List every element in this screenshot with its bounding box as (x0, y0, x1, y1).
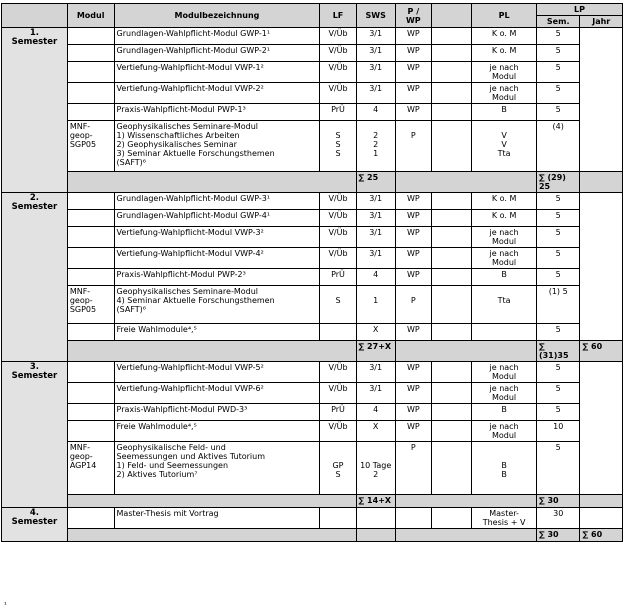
lf-cell: S S S (320, 121, 356, 172)
pl-cell: je nach Modul (472, 383, 537, 404)
modul-name-cell: Vertiefung-Wahlpflicht-Modul VWP-2² (114, 83, 320, 104)
lp-sem-cell: 5 (536, 383, 580, 404)
table-row (2, 45, 623, 62)
p-wp-cell: WP (395, 210, 431, 227)
sum-empty (67, 495, 356, 508)
lp-sem-cell: 5 (536, 28, 580, 45)
header-sws: SWS (356, 4, 395, 28)
header-pl: PL (472, 4, 537, 28)
modul-cell (67, 383, 114, 404)
lp-jahr-cell (580, 508, 623, 529)
sws-cell: 4 (356, 104, 395, 121)
empty-cell (431, 83, 471, 104)
pl-cell: K o. M (472, 28, 537, 45)
lf-cell: V/Üb (320, 83, 356, 104)
semester-sum-row (2, 172, 623, 193)
header-lp-jahr: Jahr (580, 16, 623, 28)
table-row (2, 28, 623, 45)
empty-cell (431, 104, 471, 121)
modul-cell: MNF- geop- SGP05 (67, 286, 114, 324)
p-wp-cell: WP (395, 227, 431, 248)
lp-sem-cell: 5 (536, 248, 580, 269)
modul-name-cell: Grundlagen-Wahlpflicht-Modul GWP-1¹ (114, 28, 320, 45)
sws-cell: 4 (356, 269, 395, 286)
p-wp-cell: WP (395, 404, 431, 421)
sum-lp-sem: ∑ (29) 25 (536, 172, 580, 193)
empty-cell (431, 210, 471, 227)
pl-cell: Master- Thesis + V (472, 508, 537, 529)
sum-empty (67, 341, 356, 362)
modul-name-cell: Grundlagen-Wahlpflicht-Modul GWP-3¹ (114, 193, 320, 210)
semester-sum-row (2, 529, 623, 542)
pl-cell: je nach Modul (472, 362, 537, 383)
modul-cell (67, 210, 114, 227)
modul-name-cell: Vertiefung-Wahlpflicht-Modul VWP-3² (114, 227, 320, 248)
pl-cell: B (472, 269, 537, 286)
modul-name-cell: Freie Wahlmodule⁴,⁵ (114, 324, 320, 341)
sws-cell: 2 2 1 (356, 121, 395, 172)
sum-sws: ∑ 14+X (356, 495, 395, 508)
empty-cell (431, 362, 471, 383)
modul-cell (67, 28, 114, 45)
lf-cell: V/Üb (320, 248, 356, 269)
sws-cell: 3/1 (356, 210, 395, 227)
lp-sem-cell: 5 (536, 442, 580, 495)
p-wp-cell: WP (395, 83, 431, 104)
header-p-wp: P / WP (395, 4, 431, 28)
lp-sem-cell: 10 (536, 421, 580, 442)
empty-cell (431, 121, 471, 172)
footnote-marker: ¹ (4, 601, 7, 609)
sum-empty (67, 529, 356, 542)
sws-cell: 3/1 (356, 28, 395, 45)
pl-cell: je nach Modul (472, 248, 537, 269)
lp-sem-cell: (4) (536, 121, 580, 172)
p-wp-cell: P (395, 286, 431, 324)
table-row (2, 286, 623, 324)
sws-cell: 3/1 (356, 62, 395, 83)
modul-cell (67, 421, 114, 442)
lp-sem-cell: 5 (536, 404, 580, 421)
empty-cell (431, 45, 471, 62)
lf-cell: V/Üb (320, 28, 356, 45)
semester-label: 2. Semester (2, 193, 68, 362)
p-wp-cell: WP (395, 193, 431, 210)
modul-name-cell: Vertiefung-Wahlpflicht-Modul VWP-4² (114, 248, 320, 269)
sws-cell: 10 Tage 2 (356, 442, 395, 495)
table-row (2, 210, 623, 227)
header-lp-sem: Sem. (536, 16, 580, 28)
table-row (2, 83, 623, 104)
table-row (2, 248, 623, 269)
p-wp-cell: WP (395, 248, 431, 269)
lf-cell: V/Üb (320, 421, 356, 442)
sum-sws: ∑ 25 (356, 172, 395, 193)
sws-cell: 3/1 (356, 83, 395, 104)
modul-name-cell: Geophysikalisches Seminare-Modul 4) Seminar Aktuelle Forschungsthemen (SAFT)⁶ (114, 286, 320, 324)
modul-name-cell: Praxis-Wahlpflicht-Modul PWP-1³ (114, 104, 320, 121)
sws-cell: 3/1 (356, 45, 395, 62)
modul-cell (67, 248, 114, 269)
lp-sem-cell: 5 (536, 62, 580, 83)
modul-cell (67, 404, 114, 421)
p-wp-cell: WP (395, 324, 431, 341)
sws-cell: 4 (356, 404, 395, 421)
lp-sem-cell: 5 (536, 45, 580, 62)
empty-cell (431, 324, 471, 341)
table-row (2, 442, 623, 495)
sws-cell: 3/1 (356, 383, 395, 404)
header-modul: Modul (67, 4, 114, 28)
semester-sum-row (2, 341, 623, 362)
table-row (2, 404, 623, 421)
lp-sem-cell: 5 (536, 227, 580, 248)
pl-cell (472, 324, 537, 341)
pl-cell: V V Tta (472, 121, 537, 172)
empty-cell (431, 193, 471, 210)
p-wp-cell: WP (395, 62, 431, 83)
sws-cell: 3/1 (356, 362, 395, 383)
lp-sem-cell: 5 (536, 210, 580, 227)
modul-cell (67, 193, 114, 210)
empty-cell (431, 442, 471, 495)
sum-lp-sem: ∑ 30 (536, 495, 580, 508)
table-row (2, 324, 623, 341)
table-row (2, 421, 623, 442)
empty-cell (431, 286, 471, 324)
lf-cell: V/Üb (320, 362, 356, 383)
table-row (2, 383, 623, 404)
sum-empty (395, 495, 536, 508)
sum-empty (395, 172, 536, 193)
p-wp-cell: WP (395, 269, 431, 286)
p-wp-cell (395, 508, 431, 529)
pl-cell: je nach Modul (472, 62, 537, 83)
lp-jahr-cell (580, 362, 623, 495)
lp-sem-cell: 30 (536, 508, 580, 529)
lp-jahr-cell (580, 28, 623, 172)
modul-name-cell: Grundlagen-Wahlpflicht-Modul GWP-2¹ (114, 45, 320, 62)
semester-sum-row (2, 495, 623, 508)
p-wp-cell: WP (395, 421, 431, 442)
sws-cell (356, 508, 395, 529)
sum-lp-jahr: ∑ 60 (580, 341, 623, 362)
header-lp: LP (536, 4, 622, 16)
pl-cell: K o. M (472, 193, 537, 210)
sum-sws (356, 529, 395, 542)
lp-sem-cell: 5 (536, 193, 580, 210)
modul-name-cell: Master-Thesis mit Vortrag (114, 508, 320, 529)
sws-cell: 1 (356, 286, 395, 324)
semester-label: 3. Semester (2, 362, 68, 508)
lp-sem-cell: 5 (536, 324, 580, 341)
pl-cell: je nach Modul (472, 421, 537, 442)
modul-name-cell: Vertiefung-Wahlpflicht-Modul VWP-1² (114, 62, 320, 83)
sum-empty (67, 172, 356, 193)
table-row (2, 227, 623, 248)
table-row (2, 62, 623, 83)
empty-cell (431, 421, 471, 442)
modul-cell (67, 269, 114, 286)
table-row (2, 193, 623, 210)
empty-cell (431, 508, 471, 529)
empty-cell (431, 62, 471, 83)
sws-cell: 3/1 (356, 248, 395, 269)
header-lf: LF (320, 4, 356, 28)
lf-cell: V/Üb (320, 227, 356, 248)
pl-cell: je nach Modul (472, 83, 537, 104)
p-wp-cell: WP (395, 383, 431, 404)
modul-cell (67, 62, 114, 83)
lf-cell: S (320, 286, 356, 324)
sum-lp-jahr (580, 172, 623, 193)
empty-cell (431, 248, 471, 269)
lf-cell (320, 508, 356, 529)
pl-cell: K o. M (472, 210, 537, 227)
modul-cell (67, 508, 114, 529)
modul-name-cell: Freie Wahlmodule⁴,⁵ (114, 421, 320, 442)
sws-cell: 3/1 (356, 193, 395, 210)
lf-cell: V/Üb (320, 62, 356, 83)
modul-name-cell: Praxis-Wahlpflicht-Modul PWP-2³ (114, 269, 320, 286)
pl-cell: Tta (472, 286, 537, 324)
table-row (2, 104, 623, 121)
pl-cell: K o. M (472, 45, 537, 62)
sum-lp-jahr (580, 495, 623, 508)
modul-name-cell: Geophysikalische Feld- und Seemessungen und Aktives Tutorium 1) Feld- und Seemessungen 2) Aktives Tutorium⁷ (114, 442, 320, 495)
pl-cell: B (472, 404, 537, 421)
empty-cell (431, 28, 471, 45)
lf-cell: PrÜ (320, 404, 356, 421)
semester-label: 4. Semester (2, 508, 68, 542)
study-plan-table (1, 3, 623, 542)
sum-lp-jahr: ∑ 60 (580, 529, 623, 542)
lf-cell: PrÜ (320, 104, 356, 121)
p-wp-cell: WP (395, 45, 431, 62)
modul-cell (67, 45, 114, 62)
sum-sws: ∑ 27+X (356, 341, 395, 362)
table-row (2, 269, 623, 286)
empty-cell (431, 383, 471, 404)
modul-name-cell: Vertiefung-Wahlpflicht-Modul VWP-5² (114, 362, 320, 383)
modul-cell: MNF- geop- AGP14 (67, 442, 114, 495)
lf-cell: V/Üb (320, 383, 356, 404)
modul-cell (67, 227, 114, 248)
lp-sem-cell: 5 (536, 269, 580, 286)
lp-sem-cell: 5 (536, 83, 580, 104)
empty-cell (431, 269, 471, 286)
lf-cell: GP S (320, 442, 356, 495)
empty-cell (431, 227, 471, 248)
lp-sem-cell: 5 (536, 104, 580, 121)
table-row (2, 121, 623, 172)
modul-name-cell: Vertiefung-Wahlpflicht-Modul VWP-6² (114, 383, 320, 404)
modul-name-cell: Geophysikalisches Seminare-Modul 1) Wissenschaftliches Arbeiten 2) Geophysikalisches Seminar 3) Seminar Aktuelle Forschungsthemen (SAFT)⁶ (114, 121, 320, 172)
table-row (2, 362, 623, 383)
sum-lp-sem: ∑ 30 (536, 529, 580, 542)
sws-cell: X (356, 324, 395, 341)
pl-cell: B (472, 104, 537, 121)
modul-name-cell: Grundlagen-Wahlpflicht-Modul GWP-4¹ (114, 210, 320, 227)
p-wp-cell: WP (395, 362, 431, 383)
modul-cell: MNF- geop- SGP05 (67, 121, 114, 172)
header-bezeichnung: Modulbezeichnung (114, 4, 320, 28)
table-row (2, 508, 623, 529)
pl-cell: B B (472, 442, 537, 495)
modul-name-cell: Praxis-Wahlpflicht-Modul PWD-3³ (114, 404, 320, 421)
sws-cell: 3/1 (356, 227, 395, 248)
modul-cell (67, 362, 114, 383)
pl-cell: je nach Modul (472, 227, 537, 248)
lf-cell (320, 324, 356, 341)
p-wp-cell: WP (395, 28, 431, 45)
sum-lp-sem: ∑ (31)35 (536, 341, 580, 362)
modul-cell (67, 83, 114, 104)
p-wp-cell: P (395, 442, 431, 495)
header-row (2, 4, 623, 16)
lf-cell: V/Üb (320, 210, 356, 227)
sws-cell: X (356, 421, 395, 442)
semester-label: 1. Semester (2, 28, 68, 193)
sum-empty (395, 529, 536, 542)
lp-jahr-cell (580, 193, 623, 341)
empty-cell (431, 404, 471, 421)
sum-empty (395, 341, 536, 362)
modul-cell (67, 104, 114, 121)
modul-cell (67, 324, 114, 341)
lf-cell: PrÜ (320, 269, 356, 286)
lf-cell: V/Üb (320, 45, 356, 62)
lf-cell: V/Üb (320, 193, 356, 210)
p-wp-cell: P (395, 121, 431, 172)
p-wp-cell: WP (395, 104, 431, 121)
lp-sem-cell: (1) 5 (536, 286, 580, 324)
lp-sem-cell: 5 (536, 362, 580, 383)
